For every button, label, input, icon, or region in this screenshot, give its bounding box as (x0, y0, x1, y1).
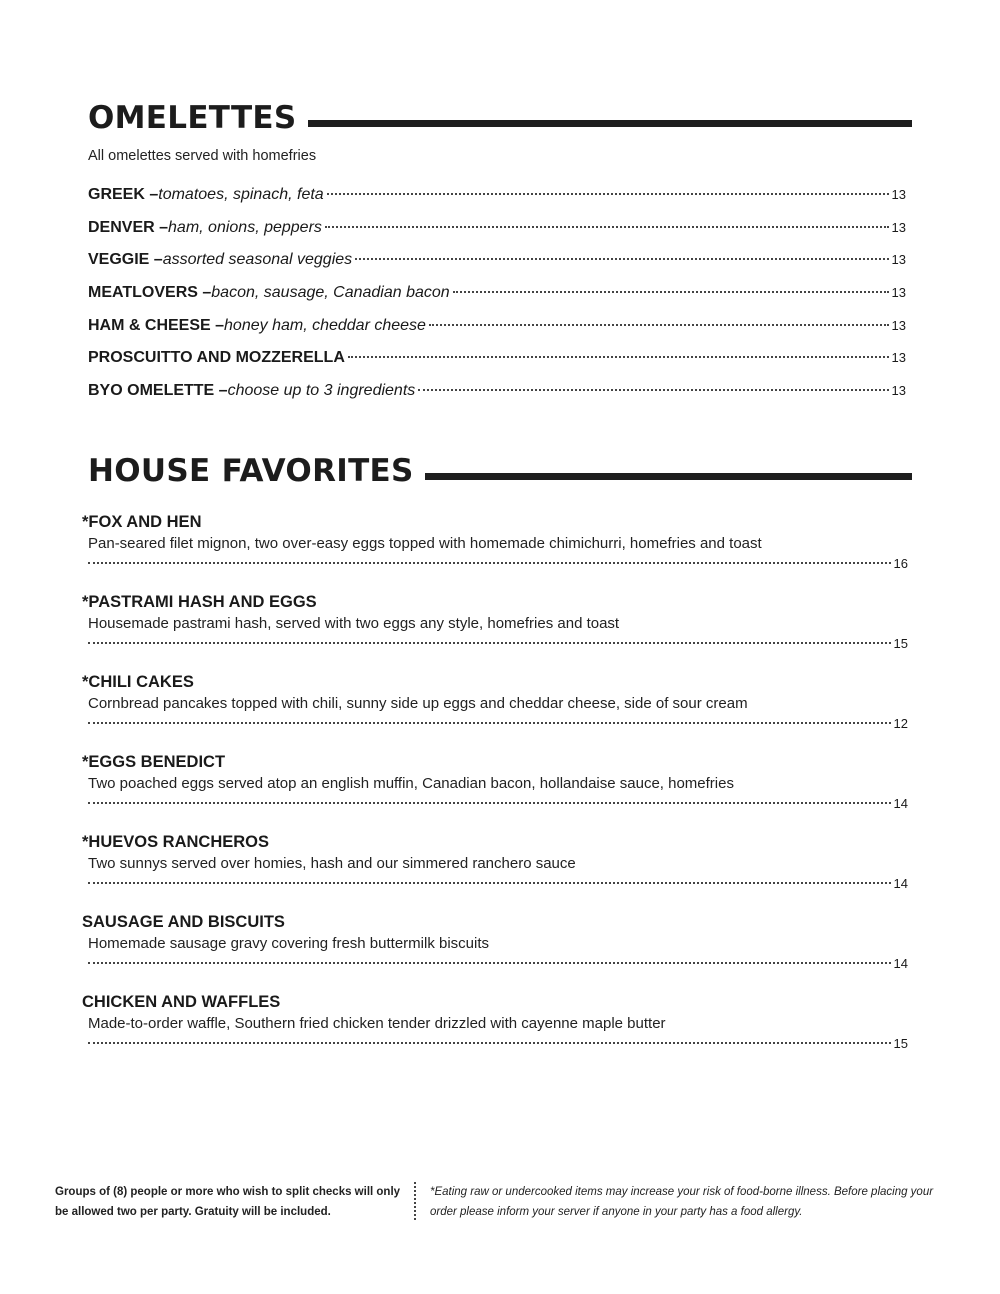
dot-leader (88, 722, 891, 724)
menu-item (82, 672, 908, 752)
menu-item (82, 752, 908, 832)
item-description: honey ham, cheddar cheese (224, 316, 426, 334)
item-name: CHICKEN AND WAFFLES (82, 993, 281, 1011)
price-line (82, 956, 908, 978)
item-name: *PASTRAMI HASH AND EGGS (82, 593, 317, 611)
menu-item (82, 592, 908, 672)
item-price: 16 (893, 556, 908, 571)
dot-leader (325, 226, 889, 228)
dot-leader (327, 193, 889, 195)
item-description: tomatoes, spinach, feta (158, 186, 324, 203)
price-line (82, 636, 908, 658)
item-name: *FOX AND HEN (82, 513, 202, 531)
dot-leader (355, 258, 888, 260)
price-line (82, 716, 908, 738)
dot-leader (88, 642, 891, 644)
item-price: 13 (891, 285, 906, 301)
header-rule (308, 120, 912, 127)
item-price: 15 (893, 1036, 908, 1051)
item-price: 13 (891, 252, 906, 268)
omelettes-title: OMELETTES (88, 100, 297, 136)
dot-leader (88, 882, 891, 884)
item-name: PROSCUITTO AND MOZZERELLA (88, 349, 345, 367)
favorites-title: HOUSE FAVORITES (88, 453, 414, 489)
item-name: DENVER – (88, 218, 169, 236)
item-description: Housemade pastrami hash, served with two eggs any style, homefries and toast (88, 615, 620, 632)
price-line (82, 796, 908, 818)
item-name: SAUSAGE AND BISCUITS (82, 913, 285, 931)
price-line (82, 1036, 908, 1058)
dot-leader (429, 324, 889, 326)
price-line (82, 876, 908, 898)
item-price: 12 (893, 716, 908, 731)
item-description: Made-to-order waffle, Southern fried chicken tender drizzled with cayenne maple butter (88, 1015, 666, 1032)
menu-item (88, 251, 906, 284)
header-rule (425, 473, 912, 480)
favorites-list (82, 512, 908, 1072)
item-price: 13 (891, 219, 906, 235)
menu-item (88, 219, 906, 252)
item-description: Cornbread pancakes topped with chili, sunny side up eggs and cheddar cheese, side of sour cream (88, 695, 748, 712)
favorites-header (88, 453, 912, 489)
price-line (82, 556, 908, 578)
item-name: VEGGIE – (88, 251, 163, 269)
dot-leader (88, 802, 891, 804)
dot-leader (88, 562, 891, 564)
menu-item (82, 512, 908, 592)
item-price: 13 (891, 317, 906, 333)
item-name: BYO OMELETTE – (88, 382, 228, 400)
item-description: ham, onions, peppers (168, 218, 322, 236)
item-price: 14 (893, 876, 908, 891)
item-description: Two poached eggs served atop an english muffin, Canadian bacon, hollandaise sauce, homefries (88, 775, 734, 792)
menu-item (88, 382, 906, 415)
menu-item (88, 349, 906, 382)
footer-divider (414, 1182, 416, 1220)
item-name: HAM & CHEESE – (88, 316, 225, 334)
item-name: MEATLOVERS – (88, 284, 212, 302)
dot-leader (453, 291, 889, 293)
menu-item (88, 317, 906, 350)
menu-item (82, 912, 908, 992)
omelettes-header (88, 100, 912, 136)
item-name: *EGGS BENEDICT (82, 753, 226, 771)
menu-item (88, 284, 906, 317)
omelettes-list (88, 186, 906, 415)
item-description: Two sunnys served over homies, hash and our simmered ranchero sauce (88, 855, 576, 872)
item-description: Homemade sausage gravy covering fresh buttermilk biscuits (88, 935, 490, 952)
item-description: bacon, sausage, Canadian bacon (211, 284, 450, 302)
menu-item (88, 186, 906, 219)
item-price: 15 (893, 636, 908, 651)
item-name: *CHILI CAKES (82, 673, 194, 691)
menu-item (82, 832, 908, 912)
item-description: Pan-seared filet mignon, two over-easy eggs topped with homemade chimichurri, homefries and toast (88, 535, 762, 552)
dot-leader (88, 1042, 891, 1044)
item-description: assorted seasonal veggies (162, 251, 353, 269)
item-name: GREEK – (88, 186, 159, 203)
item-price: 14 (893, 796, 908, 811)
item-price: 13 (891, 187, 906, 202)
dot-leader (348, 356, 889, 358)
item-price: 13 (891, 350, 906, 366)
item-description: choose up to 3 ingredients (227, 382, 416, 400)
groups-note: Groups of (8) people or more who wish to split checks will only be allowed two per party. Gratuity will be included. (55, 1186, 401, 1218)
allergy-note: *Eating raw or undercooked items may increase your risk of food-borne illness. Before placing your order please inform your server if anyone in your party has a food allergy. (430, 1186, 934, 1218)
dot-leader (88, 962, 891, 964)
item-name: *HUEVOS RANCHEROS (82, 833, 270, 851)
omelettes-subtitle: All omelettes served with homefries (88, 148, 317, 164)
item-price: 13 (891, 383, 906, 399)
menu-item (82, 992, 908, 1072)
item-price: 14 (893, 956, 908, 971)
dot-leader (418, 389, 888, 391)
